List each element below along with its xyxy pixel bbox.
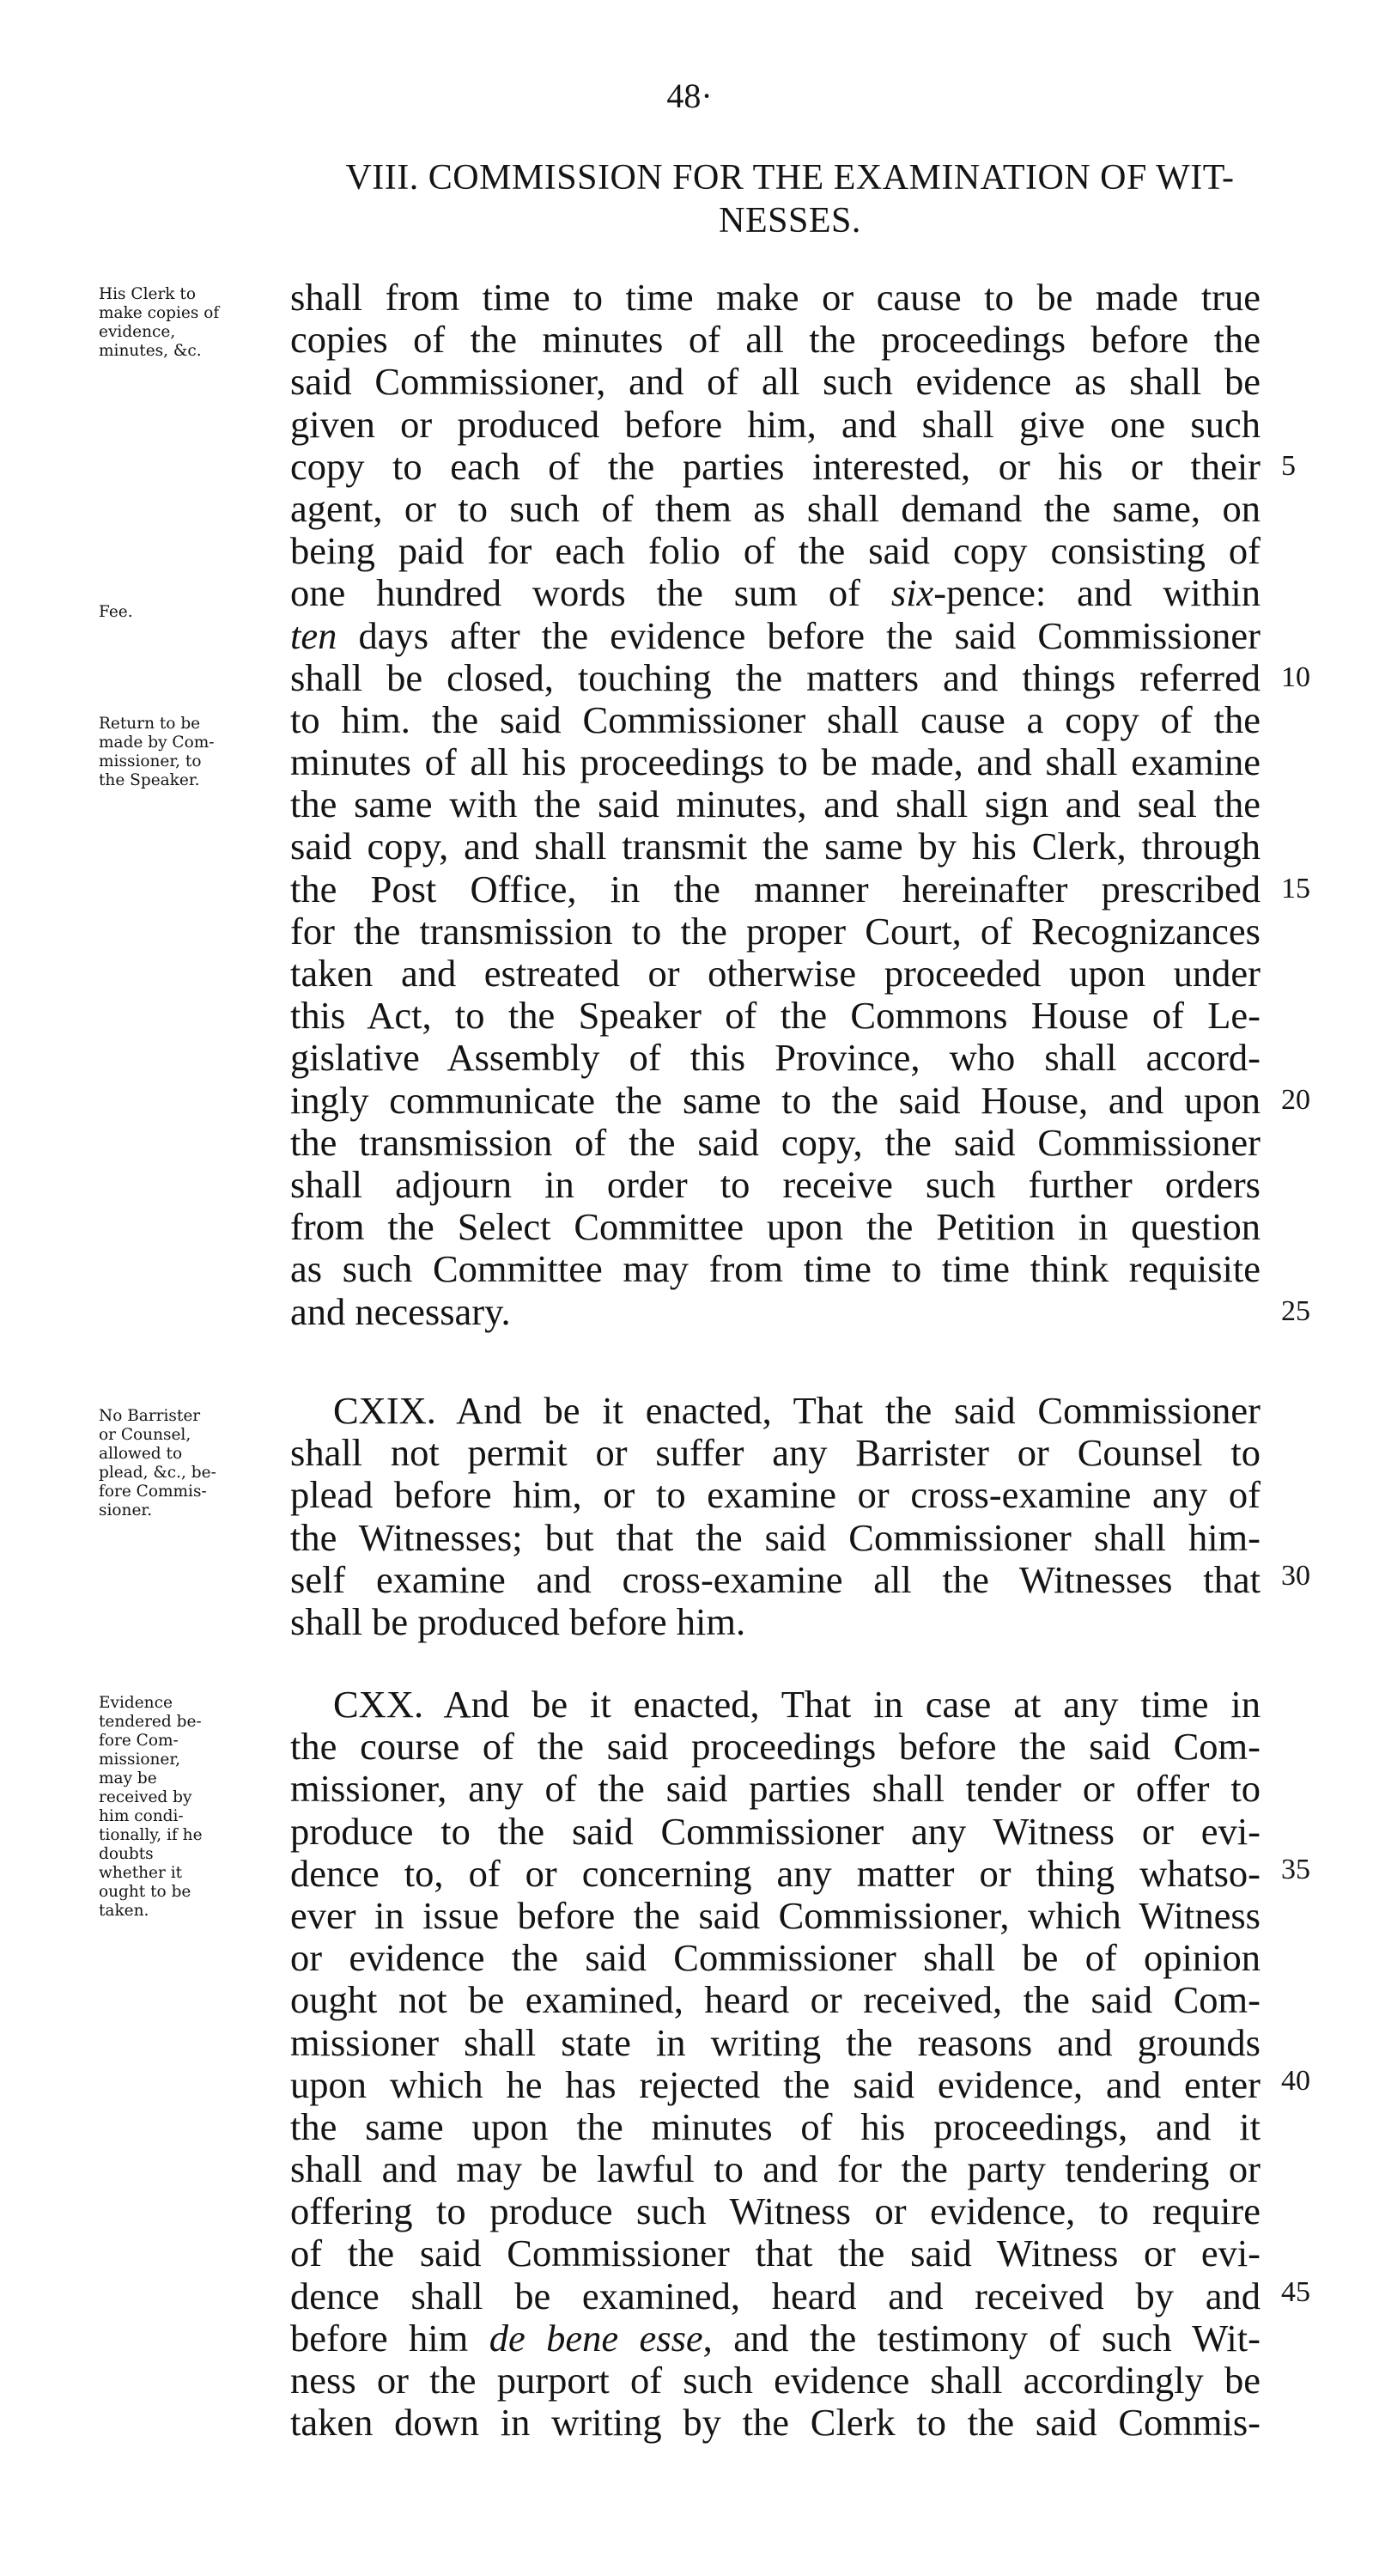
margin-note-line: or Counsel, [99, 1426, 191, 1444]
page-number: 48· [666, 76, 713, 115]
text-line: ought not be examined, heard or received, the said Com- [290, 1978, 1261, 2022]
text-line: and necessary. [290, 1289, 511, 1333]
text-line [290, 2317, 1261, 2360]
margin-note-line: doubts [99, 1845, 154, 1863]
margin-note-line: missioner, to [99, 752, 202, 770]
line-number: 5 [1281, 450, 1296, 482]
text-line: dence shall be examined, heard and received by and [290, 2274, 1261, 2317]
text-line: said Commissioner, and of all such evidence as shall be [290, 360, 1261, 404]
section-heading [258, 156, 1322, 242]
margin-note-fee [99, 603, 283, 622]
text-line: the same with the said minutes, and shall sign and seal the [290, 783, 1261, 826]
margin-note-line: evidence, [99, 323, 176, 341]
line-number: 15 [1281, 873, 1310, 904]
margin-note-line: minutes, &c. [99, 342, 202, 360]
text-line [290, 615, 1261, 657]
text-line: agent, or to such of them as shall demand the same, on [290, 486, 1261, 530]
text-line: given or produced before him, and shall give one such [290, 402, 1261, 446]
italic-text: six [890, 571, 934, 615]
italic-text: ten [290, 613, 337, 657]
text-line: shall not permit or suffer any Barrister or Counsel to [290, 1431, 1261, 1475]
text-line: said copy, and shall transmit the same by his Clerk, through [290, 825, 1261, 868]
line-number: 10 [1281, 661, 1310, 693]
text-line: dence to, of or concerning any matter or thing whatso- [290, 1851, 1261, 1895]
text-line: missioner shall state in writing the reasons and grounds [290, 2020, 1261, 2064]
text-line: being paid for each folio of the said copy consisting of [290, 529, 1261, 573]
text-segment: days after the evidence before the said Commissioner [337, 613, 1261, 657]
margin-note-evidence [99, 1694, 283, 1921]
paragraph-clerk-copies [290, 277, 1261, 1333]
line-number: 30 [1281, 1560, 1310, 1592]
text-segment: one hundred words the sum of [290, 571, 891, 615]
section-heading-line: VIII. COMMISSION FOR THE EXAMINATION OF WIT- [345, 158, 1235, 198]
text-line: as such Committee may from time to time think requisite [290, 1247, 1261, 1291]
text-line: copies of the minutes of all the proceedings before the [290, 318, 1261, 362]
margin-note-barrister [99, 1407, 283, 1520]
text-line: the transmission of the said copy, the said Commissioner [290, 1120, 1261, 1164]
text-line: taken and estreated or otherwise proceeded upon under [290, 952, 1261, 995]
margin-note-line: fore Commis- [99, 1483, 207, 1501]
margin-note-line: taken. [99, 1902, 149, 1920]
margin-note-line: plead, &c., be- [99, 1464, 216, 1482]
text-line: offering to produce such Witness or evidence, to require [290, 2189, 1261, 2233]
text-line [290, 572, 1261, 614]
margin-note-line: received by [99, 1788, 192, 1806]
text-line: of the said Commissioner that the said Witness or evi- [290, 2232, 1261, 2275]
text-segment: before him [290, 2316, 489, 2360]
text-line: plead before him, or to examine or cross-examine any of [290, 1473, 1261, 1517]
margin-note-line: Fee. [99, 603, 133, 621]
line-number: 40 [1281, 2065, 1310, 2097]
text-segment: -pence: and within [933, 571, 1261, 615]
text-line: to him. the said Commissioner shall cause a copy of the [290, 697, 1261, 741]
margin-note-line: Evidence [99, 1694, 173, 1712]
text-line: the course of the said proceedings before the said Com- [290, 1725, 1261, 1769]
margin-note-line: him condi- [99, 1807, 184, 1825]
paragraph-cxx [290, 1684, 1261, 2444]
text-line: produce to the said Commissioner any Witness or evi- [290, 1809, 1261, 1853]
italic-text: de bene esse [489, 2316, 703, 2360]
text-line: this Act, to the Speaker of the Commons House of Le- [290, 994, 1261, 1038]
margin-note-line: missioner, [99, 1751, 181, 1769]
margin-note-line: allowed to [99, 1445, 183, 1463]
text-line: CXX. And be it enacted, That in case at any time in [333, 1683, 1261, 1726]
text-line: minutes of all his proceedings to be made, and shall examine [290, 740, 1261, 784]
line-number: 45 [1281, 2276, 1310, 2308]
text-line: shall be closed, touching the matters and things referred [290, 655, 1261, 699]
text-line: copy to each of the parties interested, or his or their [290, 444, 1261, 488]
margin-note-line: No Barrister [99, 1407, 201, 1425]
margin-note-line: ought to be [99, 1883, 191, 1901]
text-line: ness or the purport of such evidence shall accordingly be [290, 2359, 1261, 2402]
text-line: from the Select Committee upon the Petition in question [290, 1205, 1261, 1249]
margin-note-line: the Speaker. [99, 771, 200, 789]
text-line: taken down in writing by the Clerk to the said Commis- [290, 2401, 1261, 2445]
margin-note-line: make copies of [99, 304, 220, 322]
margin-note-return [99, 715, 283, 790]
text-line: missioner, any of the said parties shall tender or offer to [290, 1767, 1261, 1811]
text-line: gislative Assembly of this Province, who shall accord- [290, 1036, 1261, 1080]
margin-note-line: may be [99, 1769, 157, 1787]
text-line: CXIX. And be it enacted, That the said Commissioner [333, 1389, 1261, 1432]
text-line: the Witnesses; but that the said Commissioner shall him- [290, 1515, 1261, 1559]
margin-note-line: Return to be [99, 715, 201, 733]
margin-note-line: fore Com- [99, 1732, 179, 1750]
line-number: 25 [1281, 1295, 1310, 1327]
text-line: ever in issue before the said Commissioner, which Witness [290, 1893, 1261, 1937]
paragraph-cxix [290, 1390, 1261, 1643]
line-number: 35 [1281, 1854, 1310, 1885]
text-line: shall and may be lawful to and for the party tendering or [290, 2147, 1261, 2191]
text-line: self examine and cross-examine all the Witnesses that [290, 1557, 1261, 1601]
margin-note-line: tionally, if he [99, 1826, 203, 1844]
margin-note-line: sioner. [99, 1501, 153, 1519]
margin-note-line: made by Com- [99, 734, 215, 752]
text-line: ingly communicate the same to the said House, and upon [290, 1078, 1261, 1122]
margin-note-clerk [99, 285, 283, 361]
text-line: shall from time to time make or cause to be made true [290, 276, 1261, 319]
line-number: 20 [1281, 1084, 1310, 1116]
text-line: the Post Office, in the manner hereinafter prescribed [290, 867, 1261, 910]
text-line: shall be produced before him. [290, 1599, 746, 1643]
text-line: shall adjourn in order to receive such further orders [290, 1162, 1261, 1206]
margin-note-line: His Clerk to [99, 285, 196, 303]
text-line: the same upon the minutes of his proceedings, and it [290, 2104, 1261, 2148]
text-line: for the transmission to the proper Court, of Recognizances [290, 909, 1261, 953]
text-segment: , and the testimony of such Wit- [702, 2316, 1261, 2360]
margin-note-line: whether it [99, 1864, 183, 1882]
section-heading-line: NESSES. [719, 201, 861, 241]
text-line: or evidence the said Commissioner shall be of opinion [290, 1936, 1261, 1980]
text-line: upon which he has rejected the said evidence, and enter [290, 2062, 1261, 2106]
margin-note-line: tendered be- [99, 1713, 202, 1731]
